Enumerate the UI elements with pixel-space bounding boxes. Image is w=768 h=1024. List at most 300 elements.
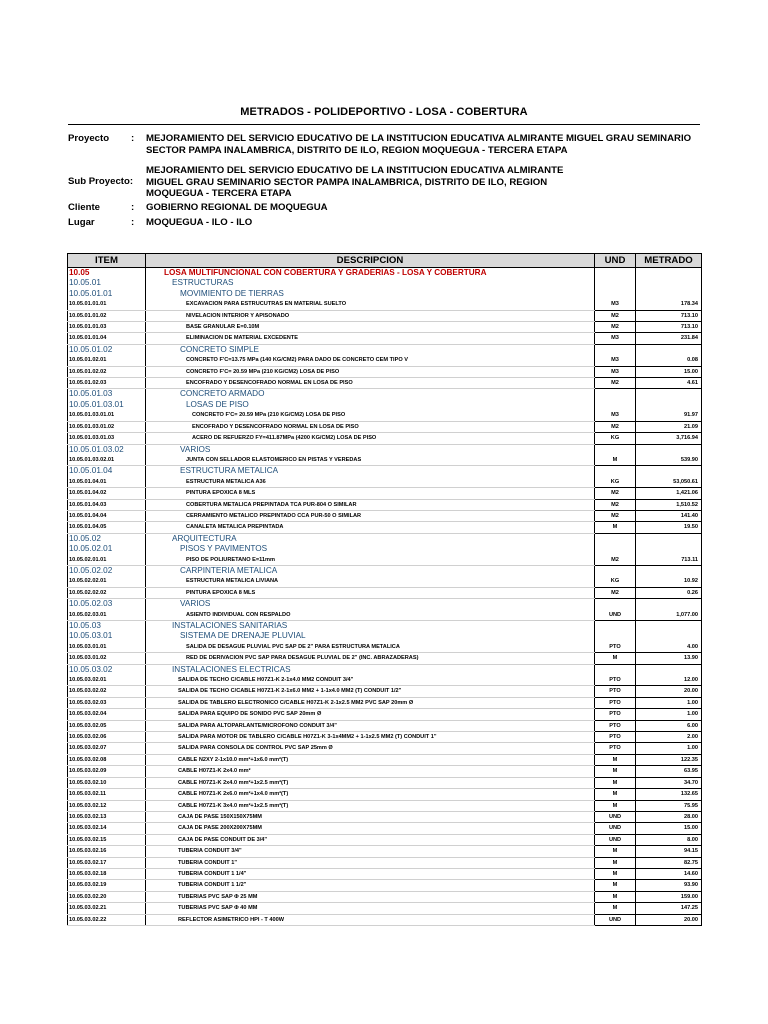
item-metrado: 1,077.00 <box>636 610 702 621</box>
item-metrado <box>636 565 702 576</box>
item-unit <box>595 344 636 355</box>
item-unit <box>595 389 636 400</box>
item-description: PISOS Y PAVIMENTOS <box>146 544 595 554</box>
item-description: VARIOS <box>146 444 595 455</box>
item-description: ENCOFRADO Y DESENCOFRADO NORMAL EN LOSA DE PISO <box>146 421 595 432</box>
table-row <box>68 777 702 788</box>
item-code: 10.05.02.01 <box>68 544 146 554</box>
section-row <box>68 533 702 544</box>
item-code: 10.05.01.03.01.01 <box>68 410 146 421</box>
item-unit <box>595 466 636 477</box>
item-code: 10.05.03.01.01 <box>68 642 146 653</box>
item-unit: PTO <box>595 686 636 697</box>
item-metrado: 3,716.94 <box>636 433 702 444</box>
item-code: 10.05.01.01.04 <box>68 333 146 344</box>
table-row <box>68 743 702 754</box>
item-unit: UND <box>595 914 636 925</box>
item-metrado: 8.00 <box>636 834 702 845</box>
item-code: 10.05.01.04.03 <box>68 499 146 510</box>
item-metrado: 1.00 <box>636 709 702 720</box>
item-code: 10.05.03.02.19 <box>68 880 146 891</box>
item-unit: M3 <box>595 355 636 366</box>
item-description: CANALETA METALICA PREPINTADA <box>146 522 595 533</box>
item-unit: M <box>595 766 636 777</box>
item-code: 10.05.03.02.11 <box>68 789 146 800</box>
item-metrado <box>636 400 702 410</box>
item-description: PINTURA EPOXICA 8 MLS <box>146 587 595 598</box>
table-row <box>68 355 702 366</box>
item-metrado: 122.35 <box>636 754 702 765</box>
table-row <box>68 576 702 587</box>
item-metrado <box>636 533 702 544</box>
item-unit: M <box>595 653 636 664</box>
item-unit: UND <box>595 811 636 822</box>
item-metrado: 10.92 <box>636 576 702 587</box>
item-code: 10.05.03.02.16 <box>68 846 146 857</box>
item-description: INSTALACIONES SANITARIAS <box>146 621 595 632</box>
table-row <box>68 587 702 598</box>
item-unit: M3 <box>595 410 636 421</box>
item-code: 10.05.03.02.21 <box>68 903 146 914</box>
subproyecto-row <box>68 165 708 201</box>
item-description: BASE GRANULAR E=0.10M <box>146 322 595 333</box>
item-description: ACERO DE REFUERZO FY=411.87MPa (4200 KG/CM2) LOSA DE PISO <box>146 433 595 444</box>
item-code: 10.05.01.03 <box>68 389 146 400</box>
item-description: SISTEMA DE DRENAJE PLUVIAL <box>146 631 595 641</box>
item-metrado: 713.10 <box>636 322 702 333</box>
item-description: ELIMINACION DE MATERIAL EXCEDENTE <box>146 333 595 344</box>
item-description: CERRAMIENTO METALICO PREPINTADO CCA PUR-50 O SIMILAR <box>146 510 595 521</box>
section-row <box>68 400 702 410</box>
item-unit: M3 <box>595 333 636 344</box>
item-unit: PTO <box>595 675 636 686</box>
item-metrado <box>636 389 702 400</box>
item-unit: M <box>595 800 636 811</box>
item-code: 10.05.03.02.12 <box>68 800 146 811</box>
item-description: NIVELACION INTERIOR Y APISONADO <box>146 310 595 321</box>
item-code: 10.05.03 <box>68 621 146 632</box>
item-unit <box>595 533 636 544</box>
table-row <box>68 299 702 310</box>
item-code: 10.05.03.01.02 <box>68 653 146 664</box>
table-row <box>68 754 702 765</box>
item-unit: UND <box>595 823 636 834</box>
item-unit: M <box>595 891 636 902</box>
table-row <box>68 322 702 333</box>
item-code: 10.05.03.02.07 <box>68 743 146 754</box>
item-description: SALIDA DE DESAGUE PLUVIAL PVC SAP DE 2" PARA ESTRUCTURA METALICA <box>146 642 595 653</box>
item-unit: M2 <box>595 322 636 333</box>
item-metrado: 141.40 <box>636 510 702 521</box>
cliente-label: Cliente <box>68 202 100 213</box>
item-description: PINTURA EPOXICA 8 MLS <box>146 488 595 499</box>
section-row <box>68 444 702 455</box>
item-unit: UND <box>595 610 636 621</box>
item-code: 10.05.02 <box>68 533 146 544</box>
item-metrado: 91.97 <box>636 410 702 421</box>
cliente-colon: : <box>131 202 135 213</box>
table-body <box>68 268 702 926</box>
item-unit <box>595 268 636 279</box>
item-description: REFLECTOR ASIMETRICO HPI - T 400W <box>146 914 595 925</box>
section-row <box>68 544 702 554</box>
item-description: PISO DE POLIURETANO E=11mm <box>146 555 595 566</box>
table-row <box>68 834 702 845</box>
item-unit: M2 <box>595 488 636 499</box>
item-code: 10.05.03.02.14 <box>68 823 146 834</box>
table-header-row <box>68 254 702 268</box>
item-unit: PTO <box>595 642 636 653</box>
table-row <box>68 421 702 432</box>
item-description: CABLE H07Z1-K 2x4.0 mm² <box>146 766 595 777</box>
item-unit <box>595 400 636 410</box>
table-row <box>68 766 702 777</box>
table-row <box>68 686 702 697</box>
item-unit <box>595 278 636 288</box>
item-metrado <box>636 444 702 455</box>
item-unit: M <box>595 903 636 914</box>
item-unit: M <box>595 754 636 765</box>
item-code: 10.05.03.02.02 <box>68 686 146 697</box>
item-metrado: 53,050.61 <box>636 477 702 488</box>
item-description: EXCAVACION PARA ESTRUCUTRAS EN MATERIAL SUELTO <box>146 299 595 310</box>
cliente-value: GOBIERNO REGIONAL DE MOQUEGUA <box>146 202 328 213</box>
item-metrado: 15.00 <box>636 823 702 834</box>
section-row <box>68 621 702 632</box>
item-metrado: 14.60 <box>636 868 702 879</box>
table-row <box>68 477 702 488</box>
item-code: 10.05.03.02.10 <box>68 777 146 788</box>
item-unit <box>595 289 636 299</box>
subproyecto-value: MEJORAMIENTO DEL SERVICIO EDUCATIVO DE LA INSTITUCION EDUCATIVA ALMIRANTE MIGUEL GRAU SEMINARIO SECTOR PAMPA INALAMBRICA, DISTRITO DE ILO, REGION MOQUEGUA - TERCERA ETAPA <box>146 165 564 199</box>
item-code: 10.05.03.02.08 <box>68 754 146 765</box>
item-metrado <box>636 631 702 641</box>
item-description: SALIDA PARA EQUIPO DE SONIDO PVC SAP 20mm Ø <box>146 709 595 720</box>
item-description: SALIDA DE TECHO C/CABLE H07Z1-K 2-1x4.0 MM2 CONDUIT 3/4" <box>146 675 595 686</box>
item-description: CAJA DE PASE 150X150X75MM <box>146 811 595 822</box>
proyecto-value: MEJORAMIENTO DEL SERVICIO EDUCATIVO DE LA INSTITUCION EDUCATIVA ALMIRANTE MIGUEL GRAU SEMINARIO SECTOR PAMPA INALAMBRICA, DISTRITO DE ILO, REGION MOQUEGUA - TERCERA ETAPA <box>146 133 692 156</box>
table-row <box>68 891 702 902</box>
lugar-value: MOQUEGUA - ILO - ILO <box>146 217 253 228</box>
item-unit: M2 <box>595 421 636 432</box>
item-unit: M2 <box>595 510 636 521</box>
item-unit <box>595 444 636 455</box>
item-metrado: 21.09 <box>636 421 702 432</box>
item-description: CABLE H07Z1-K 3x4.0 mm²+1x2.5 mm²(T) <box>146 800 595 811</box>
item-metrado: 2.00 <box>636 732 702 743</box>
table-row <box>68 868 702 879</box>
item-description: TUBERIAS PVC SAP Φ 25 MM <box>146 891 595 902</box>
item-description: INSTALACIONES ELECTRICAS <box>146 664 595 675</box>
table-row <box>68 555 702 566</box>
item-code: 10.05.01.03.01 <box>68 400 146 410</box>
item-metrado: 63.95 <box>636 766 702 777</box>
item-code: 10.05.03.02.20 <box>68 891 146 902</box>
section-row <box>68 565 702 576</box>
item-code: 10.05.03.02.05 <box>68 720 146 731</box>
item-description: ENCOFRADO Y DESENCOFRADO NORMAL EN LOSA DE PISO <box>146 378 595 389</box>
item-unit: M2 <box>595 555 636 566</box>
item-metrado <box>636 621 702 632</box>
item-code: 10.05.01.02.02 <box>68 366 146 377</box>
item-description: CABLE H07Z1-K 2x4.0 mm²+1x2.5 mm²(T) <box>146 777 595 788</box>
item-description: MOVIMIENTO DE TIERRAS <box>146 289 595 299</box>
item-metrado <box>636 344 702 355</box>
item-metrado: 94.15 <box>636 846 702 857</box>
item-unit: M2 <box>595 378 636 389</box>
item-unit: PTO <box>595 743 636 754</box>
item-code: 10.05.02.03 <box>68 599 146 610</box>
item-metrado: 12.00 <box>636 675 702 686</box>
item-metrado: 19.50 <box>636 522 702 533</box>
table-row <box>68 488 702 499</box>
item-description: CONCRETO SIMPLE <box>146 344 595 355</box>
table-row <box>68 857 702 868</box>
table-row <box>68 378 702 389</box>
item-description: ESTRUCTURA METALICA <box>146 466 595 477</box>
item-unit <box>595 664 636 675</box>
item-description: CABLE N2XY 2-1x10.0 mm²+1x6.0 mm²(T) <box>146 754 595 765</box>
item-code: 10.05.03.02.01 <box>68 675 146 686</box>
item-unit: M <box>595 455 636 466</box>
item-code: 10.05.01.04.02 <box>68 488 146 499</box>
item-unit: M2 <box>595 499 636 510</box>
item-metrado <box>636 544 702 554</box>
page-title: METRADOS - POLIDEPORTIVO - LOSA - COBERTURA <box>240 106 528 118</box>
item-description: SALIDA PARA CONSOLA DE CONTROL PVC SAP 25mm Ø <box>146 743 595 754</box>
item-unit <box>595 621 636 632</box>
section-row <box>68 278 702 288</box>
section-row <box>68 466 702 477</box>
item-description: LOSAS DE PISO <box>146 400 595 410</box>
table-row <box>68 653 702 664</box>
item-description: ESTRUCTURA METALICA A36 <box>146 477 595 488</box>
table-row <box>68 333 702 344</box>
item-code: 10.05.03.02.18 <box>68 868 146 879</box>
item-code: 10.05.03.01 <box>68 631 146 641</box>
item-unit <box>595 599 636 610</box>
item-code: 10.05.03.02.06 <box>68 732 146 743</box>
item-metrado: 147.25 <box>636 903 702 914</box>
item-code: 10.05.02.02 <box>68 565 146 576</box>
item-description: CONCRETO ARMADO <box>146 389 595 400</box>
table-row <box>68 880 702 891</box>
item-code: 10.05.03.02.13 <box>68 811 146 822</box>
item-description: CARPINTERIA METALICA <box>146 565 595 576</box>
item-unit: M <box>595 777 636 788</box>
item-metrado: 82.75 <box>636 857 702 868</box>
table-row <box>68 510 702 521</box>
item-unit <box>595 565 636 576</box>
item-metrado: 132.65 <box>636 789 702 800</box>
item-code: 10.05.02.01.01 <box>68 555 146 566</box>
proyecto-label: Proyecto <box>68 133 110 144</box>
item-metrado: 713.11 <box>636 555 702 566</box>
item-description: SALIDA DE TECHO C/CABLE H07Z1-K 2-1x6.0 MM2 + 1-1x4.0 MM2 (T) CONDUIT 1/2" <box>146 686 595 697</box>
item-metrado: 1,510.52 <box>636 499 702 510</box>
item-metrado: 178.34 <box>636 299 702 310</box>
item-unit <box>595 544 636 554</box>
item-unit: M <box>595 880 636 891</box>
item-code: 10.05.01.01.02 <box>68 310 146 321</box>
item-metrado: 4.61 <box>636 378 702 389</box>
item-metrado: 15.00 <box>636 366 702 377</box>
item-unit: PTO <box>595 697 636 708</box>
table-row <box>68 499 702 510</box>
item-description: ARQUITECTURA <box>146 533 595 544</box>
item-unit: UND <box>595 834 636 845</box>
item-code: 10.05.01.02.01 <box>68 355 146 366</box>
table-row <box>68 455 702 466</box>
item-description: SALIDA DE TABLERO ELECTRONICO C/CABLE H07Z1-K 2-1x2.5 MM2 PVC SAP 20mm Ø <box>146 697 595 708</box>
item-unit: M <box>595 846 636 857</box>
section-row <box>68 268 702 279</box>
item-code: 10.05.03.02.17 <box>68 857 146 868</box>
metrados-table <box>67 253 702 926</box>
item-metrado: 13.90 <box>636 653 702 664</box>
item-unit <box>595 631 636 641</box>
table-row <box>68 732 702 743</box>
item-code: 10.05.01.04.01 <box>68 477 146 488</box>
item-metrado <box>636 599 702 610</box>
item-description: TUBERIA CONDUIT 3/4" <box>146 846 595 857</box>
header-metrado: METRADO <box>636 254 702 268</box>
table-row <box>68 366 702 377</box>
table-row <box>68 433 702 444</box>
item-description: ESTRUCTURAS <box>146 278 595 288</box>
table-row <box>68 789 702 800</box>
section-row <box>68 599 702 610</box>
item-code: 10.05.01.02.03 <box>68 378 146 389</box>
section-row <box>68 664 702 675</box>
item-code: 10.05.03.02.03 <box>68 697 146 708</box>
item-description: TUBERIA CONDUIT 1 1/4" <box>146 868 595 879</box>
item-description: TUBERIA CONDUIT 1" <box>146 857 595 868</box>
item-metrado: 4.00 <box>636 642 702 653</box>
table-row <box>68 310 702 321</box>
item-description: CAJA DE PASE CONDUIT DE 3/4" <box>146 834 595 845</box>
item-metrado: 1,421.06 <box>636 488 702 499</box>
header-und: UND <box>595 254 636 268</box>
table-row <box>68 800 702 811</box>
item-metrado: 28.00 <box>636 811 702 822</box>
table-row <box>68 642 702 653</box>
item-code: 10.05.03.02 <box>68 664 146 675</box>
item-metrado <box>636 289 702 299</box>
section-row <box>68 389 702 400</box>
item-code: 10.05.01 <box>68 278 146 288</box>
item-code: 10.05.01.01.01 <box>68 299 146 310</box>
item-code: 10.05.01.04.04 <box>68 510 146 521</box>
table-row <box>68 410 702 421</box>
item-unit: M <box>595 789 636 800</box>
table-row <box>68 522 702 533</box>
item-unit: M <box>595 868 636 879</box>
item-metrado: 231.84 <box>636 333 702 344</box>
item-metrado: 75.95 <box>636 800 702 811</box>
item-code: 10.05.03.02.15 <box>68 834 146 845</box>
item-metrado <box>636 664 702 675</box>
item-code: 10.05.03.02.04 <box>68 709 146 720</box>
item-unit: KG <box>595 576 636 587</box>
item-description: ASIENTO INDIVIDUAL CON RESPALDO <box>146 610 595 621</box>
table-row <box>68 811 702 822</box>
item-code: 10.05.01.01.03 <box>68 322 146 333</box>
subproyecto-label: Sub Proyecto: <box>68 176 134 187</box>
item-code: 10.05 <box>68 268 146 279</box>
item-code: 10.05.02.02.01 <box>68 576 146 587</box>
item-unit: M <box>595 857 636 868</box>
item-unit: M3 <box>595 299 636 310</box>
item-metrado: 159.00 <box>636 891 702 902</box>
item-metrado: 20.00 <box>636 914 702 925</box>
item-code: 10.05.01.03.02.01 <box>68 455 146 466</box>
item-code: 10.05.02.03.01 <box>68 610 146 621</box>
item-metrado: 6.00 <box>636 720 702 731</box>
item-description: VARIOS <box>146 599 595 610</box>
item-description: CABLE H07Z1-K 2x6.0 mm²+1x4.0 mm²(T) <box>146 789 595 800</box>
section-row <box>68 344 702 355</box>
item-code: 10.05.02.02.02 <box>68 587 146 598</box>
item-unit: M <box>595 522 636 533</box>
item-unit: PTO <box>595 732 636 743</box>
item-metrado: 1.00 <box>636 697 702 708</box>
item-code: 10.05.01.03.02 <box>68 444 146 455</box>
item-code: 10.05.01.01 <box>68 289 146 299</box>
item-code: 10.05.03.02.22 <box>68 914 146 925</box>
item-description: SALIDA PARA MOTOR DE TABLERO C/CABLE H07Z1-K 3-1x4MM2 + 1-1x2.5 MM2 (T) CONDUIT 1" <box>146 732 595 743</box>
item-metrado: 713.10 <box>636 310 702 321</box>
proyecto-colon: : <box>131 133 135 144</box>
section-row <box>68 289 702 299</box>
table-row <box>68 823 702 834</box>
section-row <box>68 631 702 641</box>
item-code: 10.05.01.03.01.03 <box>68 433 146 444</box>
item-metrado: 539.90 <box>636 455 702 466</box>
item-description: CONCRETO F'C= 20.59 MPa (210 KG/CM2) LOSA DE PISO <box>146 410 595 421</box>
item-unit: KG <box>595 433 636 444</box>
item-unit: M3 <box>595 366 636 377</box>
item-description: LOSA MULTIFUNCIONAL CON COBERTURA Y GRADERIAS - LOSA Y COBERTURA <box>146 268 595 279</box>
table-row <box>68 903 702 914</box>
item-unit: M2 <box>595 310 636 321</box>
item-metrado: 1.00 <box>636 743 702 754</box>
item-description: SALIDA PARA ALTOPARLANTE/MICROFONO CONDUIT 3/4" <box>146 720 595 731</box>
lugar-label: Lugar <box>68 217 95 228</box>
table-row <box>68 675 702 686</box>
table-row <box>68 720 702 731</box>
table-row <box>68 610 702 621</box>
item-unit: KG <box>595 477 636 488</box>
item-code: 10.05.01.02 <box>68 344 146 355</box>
item-code: 10.05.01.04.05 <box>68 522 146 533</box>
item-description: TUBERIAS PVC SAP Φ 40 MM <box>146 903 595 914</box>
item-metrado: 20.00 <box>636 686 702 697</box>
item-description: CONCRETO F'C=13.75 MPa (140 KG/CM2) PARA DADO DE CONCRETO CEM TIPO V <box>146 355 595 366</box>
item-unit: PTO <box>595 720 636 731</box>
table-row <box>68 709 702 720</box>
item-unit: M2 <box>595 587 636 598</box>
table-row <box>68 914 702 925</box>
item-description: RED DE DERIVACION PVC SAP PARA DESAGUE PLUVIAL DE 2" (INC. ABRAZADERAS) <box>146 653 595 664</box>
item-metrado <box>636 466 702 477</box>
item-description: COBERTURA METALICA PREPINTADA TCA PUR-804 O SIMILAR <box>146 499 595 510</box>
table-row <box>68 697 702 708</box>
item-description: CONCRETO F'C= 20.59 MPa (210 KG/CM2) LOSA DE PISO <box>146 366 595 377</box>
item-metrado: 0.26 <box>636 587 702 598</box>
header-descripcion: DESCRIPCION <box>146 254 595 268</box>
item-unit: PTO <box>595 709 636 720</box>
